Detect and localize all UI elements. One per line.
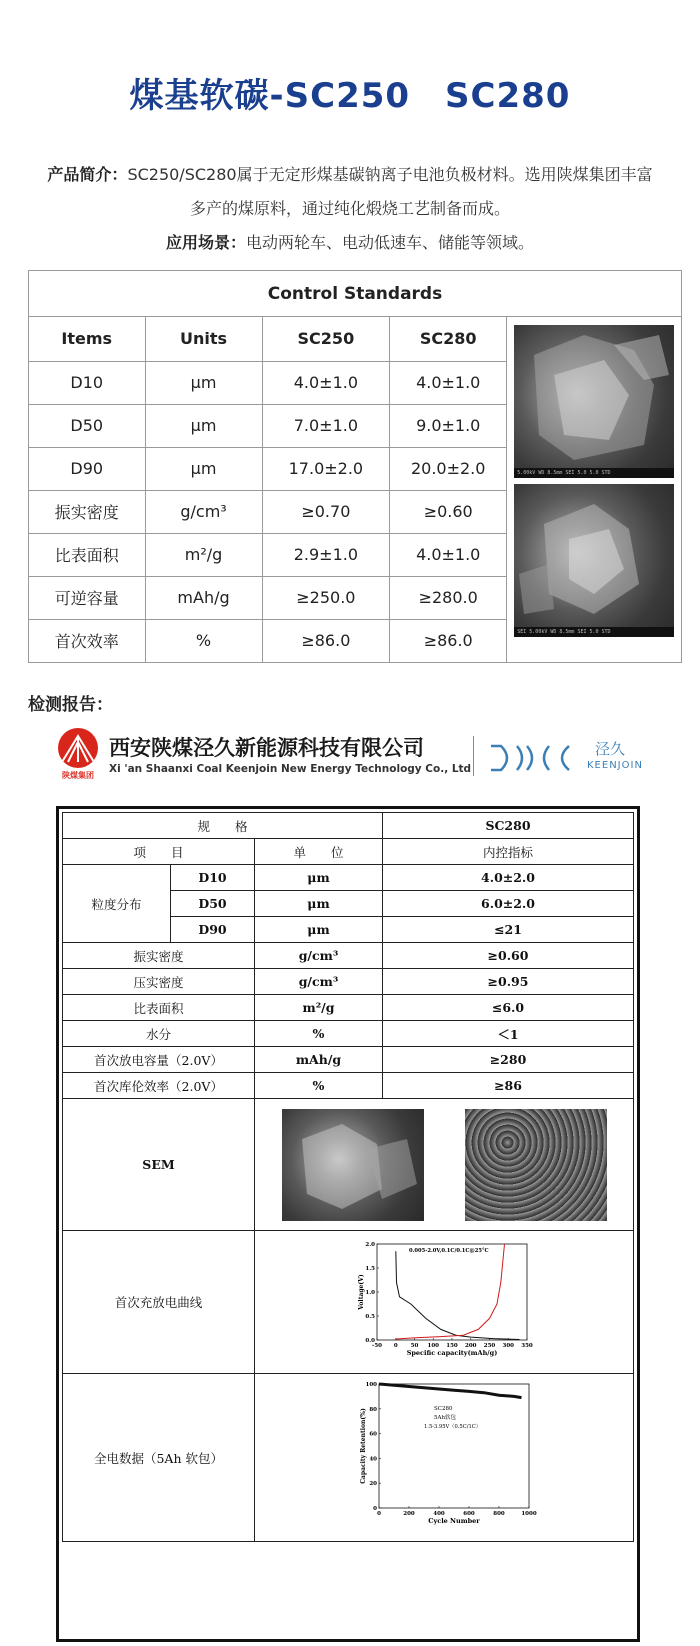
x-tick-label: 150	[446, 1342, 458, 1349]
report-label: 检测报告：	[28, 695, 113, 715]
y-tick-label: 40	[369, 1456, 377, 1463]
application-label: 应用场景：	[165, 233, 246, 252]
table-row	[29, 533, 507, 576]
brand-mark-icon	[487, 738, 587, 778]
x-axis-label: Cycle Number	[428, 1517, 480, 1525]
report-row	[63, 1047, 634, 1073]
table-row	[29, 576, 507, 619]
sem-caption-1: 5.00kV WD 8.5mm SEI 5.0 5.0 STD	[514, 468, 674, 478]
company-name-cn: 西安陕煤泾久新能源科技有限公司	[109, 736, 424, 760]
column-header: SC250	[262, 317, 390, 361]
y-axis-label: Capacity Retention(%)	[360, 1408, 367, 1484]
application-text: 电动两轮车、电动低速车、储能等领域。	[246, 233, 535, 252]
company-header	[55, 728, 643, 788]
psd-item: D10	[171, 865, 255, 891]
plot-frame	[377, 1244, 527, 1340]
report-row	[63, 943, 634, 969]
table-cell: 比表面积	[29, 533, 145, 576]
report-item: 水分	[63, 1021, 255, 1047]
table-cell: D10	[29, 361, 145, 404]
header-unit: 单 位	[255, 839, 383, 865]
table-cell: μm	[145, 447, 262, 490]
y-axis-label: Voltage(V)	[358, 1273, 365, 1310]
control-standards-table	[28, 270, 682, 663]
x-tick-label: 350	[521, 1342, 533, 1349]
psd-item: D90	[171, 917, 255, 943]
logo-caption: 陕煤集团	[62, 771, 94, 780]
psd-unit: μm	[255, 891, 383, 917]
report-value: ≤6.0	[383, 995, 634, 1021]
table-row	[29, 490, 507, 533]
y-tick-label: 20	[369, 1481, 377, 1488]
report-unit: mAh/g	[255, 1047, 383, 1073]
legend-line-1: SC280	[434, 1406, 453, 1412]
company-logo-icon	[58, 728, 98, 768]
report-table	[56, 806, 640, 1642]
report-item: 首次放电容量（2.0V）	[63, 1047, 255, 1073]
application-intro	[30, 226, 670, 260]
report-unit: m²/g	[255, 995, 383, 1021]
table-cell: D90	[29, 447, 145, 490]
report-unit: g/cm³	[255, 943, 383, 969]
report-header-row	[63, 839, 634, 865]
spec-label: 规 格	[63, 813, 383, 839]
report-row	[63, 1021, 634, 1047]
psd-unit: μm	[255, 865, 383, 891]
page-title: 煤基软碳-SC250 SC280	[129, 76, 571, 116]
report-unit: %	[255, 1021, 383, 1047]
psd-value: 4.0±2.0	[383, 865, 634, 891]
x-tick-label: 300	[502, 1342, 514, 1349]
spec-row	[63, 813, 634, 839]
table-cell: 2.9±1.0	[262, 533, 390, 576]
x-tick-label: 50	[410, 1342, 419, 1349]
report-sem-image-1	[282, 1109, 424, 1221]
table-cell: 4.0±1.0	[262, 361, 390, 404]
table-cell: ≥0.60	[390, 490, 507, 533]
x-axis-label: Specific capacity(mAh/g)	[406, 1348, 498, 1357]
table-cell: 4.0±1.0	[390, 361, 507, 404]
y-tick-label: 0.0	[365, 1337, 375, 1344]
control-standards-grid	[29, 317, 507, 662]
sem-caption-2: SEI 5.00kV WD 8.5mm SEI 5.0 STD	[514, 627, 674, 637]
x-tick-label: 100	[427, 1342, 439, 1349]
series-line	[379, 1384, 522, 1398]
company-logo	[55, 728, 101, 784]
charge-curve-row	[63, 1231, 634, 1374]
table-cell: mAh/g	[145, 576, 262, 619]
psd-row	[63, 865, 634, 891]
column-header: Units	[145, 317, 262, 361]
y-tick-label: 0.5	[365, 1313, 375, 1320]
column-header: Items	[29, 317, 145, 361]
x-tick-label: 250	[483, 1342, 496, 1349]
header-spec: 内控指标	[383, 839, 634, 865]
x-tick-label: 0	[393, 1342, 398, 1349]
table-cell: ≥86.0	[390, 619, 507, 662]
table-row	[29, 619, 507, 662]
sem-label: SEM	[63, 1099, 255, 1231]
legend-line-3: 1.5-3.95V（0.5C/1C）	[424, 1424, 481, 1430]
table-cell: 20.0±2.0	[390, 447, 507, 490]
spec-value: SC280	[383, 813, 634, 839]
y-tick-label: 80	[369, 1406, 377, 1413]
sem-row	[63, 1099, 634, 1231]
report-item: 首次库伦效率（2.0V）	[63, 1073, 255, 1099]
report-unit: g/cm³	[255, 969, 383, 995]
table-cell: 7.0±1.0	[262, 404, 390, 447]
x-tick-label: 0	[377, 1511, 381, 1517]
report-unit: %	[255, 1073, 383, 1099]
y-tick-label: 0	[373, 1506, 377, 1512]
report-value: ≥0.60	[383, 943, 634, 969]
report-value: ≥86	[383, 1073, 634, 1099]
curve-label: 首次充放电曲线	[63, 1231, 255, 1374]
company-name-en: Xi 'an Shaanxi Coal Keenjoin New Energy Technology Co., Ltd	[109, 763, 472, 775]
table-cell: ≥280.0	[390, 576, 507, 619]
x-tick-label: 800	[493, 1511, 505, 1517]
x-tick-label: -50	[372, 1342, 382, 1349]
table-cell: 4.0±1.0	[390, 533, 507, 576]
charge-discharge-chart	[349, 1236, 539, 1366]
report-row	[63, 969, 634, 995]
x-tick-label: 600	[463, 1511, 475, 1517]
table-cell: D50	[29, 404, 145, 447]
report-sem-image-2	[465, 1109, 607, 1221]
header-item: 项 目	[63, 839, 255, 865]
chart-annotation: 0.005-2.0V,0.1C/0.1C@25°C	[409, 1247, 489, 1254]
report-value: ≥280	[383, 1047, 634, 1073]
product-intro	[30, 158, 670, 192]
sem-image-1	[514, 325, 674, 478]
y-tick-label: 2.0	[365, 1241, 375, 1248]
product-label: 产品简介：	[47, 165, 128, 184]
psd-value: 6.0±2.0	[383, 891, 634, 917]
table-cell: ≥0.70	[262, 490, 390, 533]
product-text-1: SC250/SC280属于无定形煤基碳钠离子电池负极材料。选用陕煤集团丰富	[127, 165, 653, 184]
psd-label: 粒度分布	[63, 865, 171, 943]
report-row	[63, 995, 634, 1021]
series-line	[396, 1251, 520, 1339]
brand-logo	[487, 738, 643, 778]
brand-name-cn: 泾久	[595, 740, 626, 758]
control-standards-title: Control Standards	[29, 271, 681, 317]
series-line	[396, 1244, 505, 1339]
report-row	[63, 1073, 634, 1099]
plot-frame	[379, 1384, 529, 1508]
report-value: ＜1	[383, 1021, 634, 1047]
legend-line-2: 5Ah软包	[434, 1415, 457, 1421]
y-tick-label: 1.5	[365, 1265, 375, 1272]
report-value: ≥0.95	[383, 969, 634, 995]
table-row	[29, 447, 507, 490]
y-tick-label: 60	[369, 1431, 377, 1438]
x-tick-label: 200	[403, 1511, 415, 1517]
report-item: 压实密度	[63, 969, 255, 995]
header-divider	[473, 736, 474, 776]
table-cell: %	[145, 619, 262, 662]
table-cell: m²/g	[145, 533, 262, 576]
table-cell: 9.0±1.0	[390, 404, 507, 447]
table-cell: ≥86.0	[262, 619, 390, 662]
table-cell: 首次效率	[29, 619, 145, 662]
cycle-label: 全电数据（5Ah 软包）	[63, 1374, 255, 1542]
column-header: SC280	[390, 317, 507, 361]
report-item: 振实密度	[63, 943, 255, 969]
psd-unit: μm	[255, 917, 383, 943]
x-tick-label: 400	[433, 1511, 445, 1517]
table-cell: 17.0±2.0	[262, 447, 390, 490]
cycle-retention-chart	[349, 1376, 539, 1536]
x-tick-label: 200	[465, 1342, 477, 1349]
sem-images	[507, 317, 681, 662]
psd-value: ≤21	[383, 917, 634, 943]
table-cell: ≥250.0	[262, 576, 390, 619]
table-cell: g/cm³	[145, 490, 262, 533]
brand-name-en: KEENJOIN	[587, 760, 643, 771]
sem-image-2	[514, 484, 674, 637]
table-cell: 可逆容量	[29, 576, 145, 619]
y-tick-label: 1.0	[365, 1289, 375, 1296]
cycle-row	[63, 1374, 634, 1542]
table-row	[29, 361, 507, 404]
table-row	[29, 404, 507, 447]
table-cell: μm	[145, 361, 262, 404]
control-standards-header-row	[29, 317, 507, 361]
report-item: 比表面积	[63, 995, 255, 1021]
psd-item: D50	[171, 891, 255, 917]
table-cell: 振实密度	[29, 490, 145, 533]
table-cell: μm	[145, 404, 262, 447]
x-tick-label: 1000	[521, 1511, 537, 1517]
product-text-2: 多产的煤原料，通过纯化煅烧工艺制备而成。	[189, 199, 510, 218]
intro	[30, 158, 670, 260]
y-tick-label: 100	[365, 1382, 377, 1388]
